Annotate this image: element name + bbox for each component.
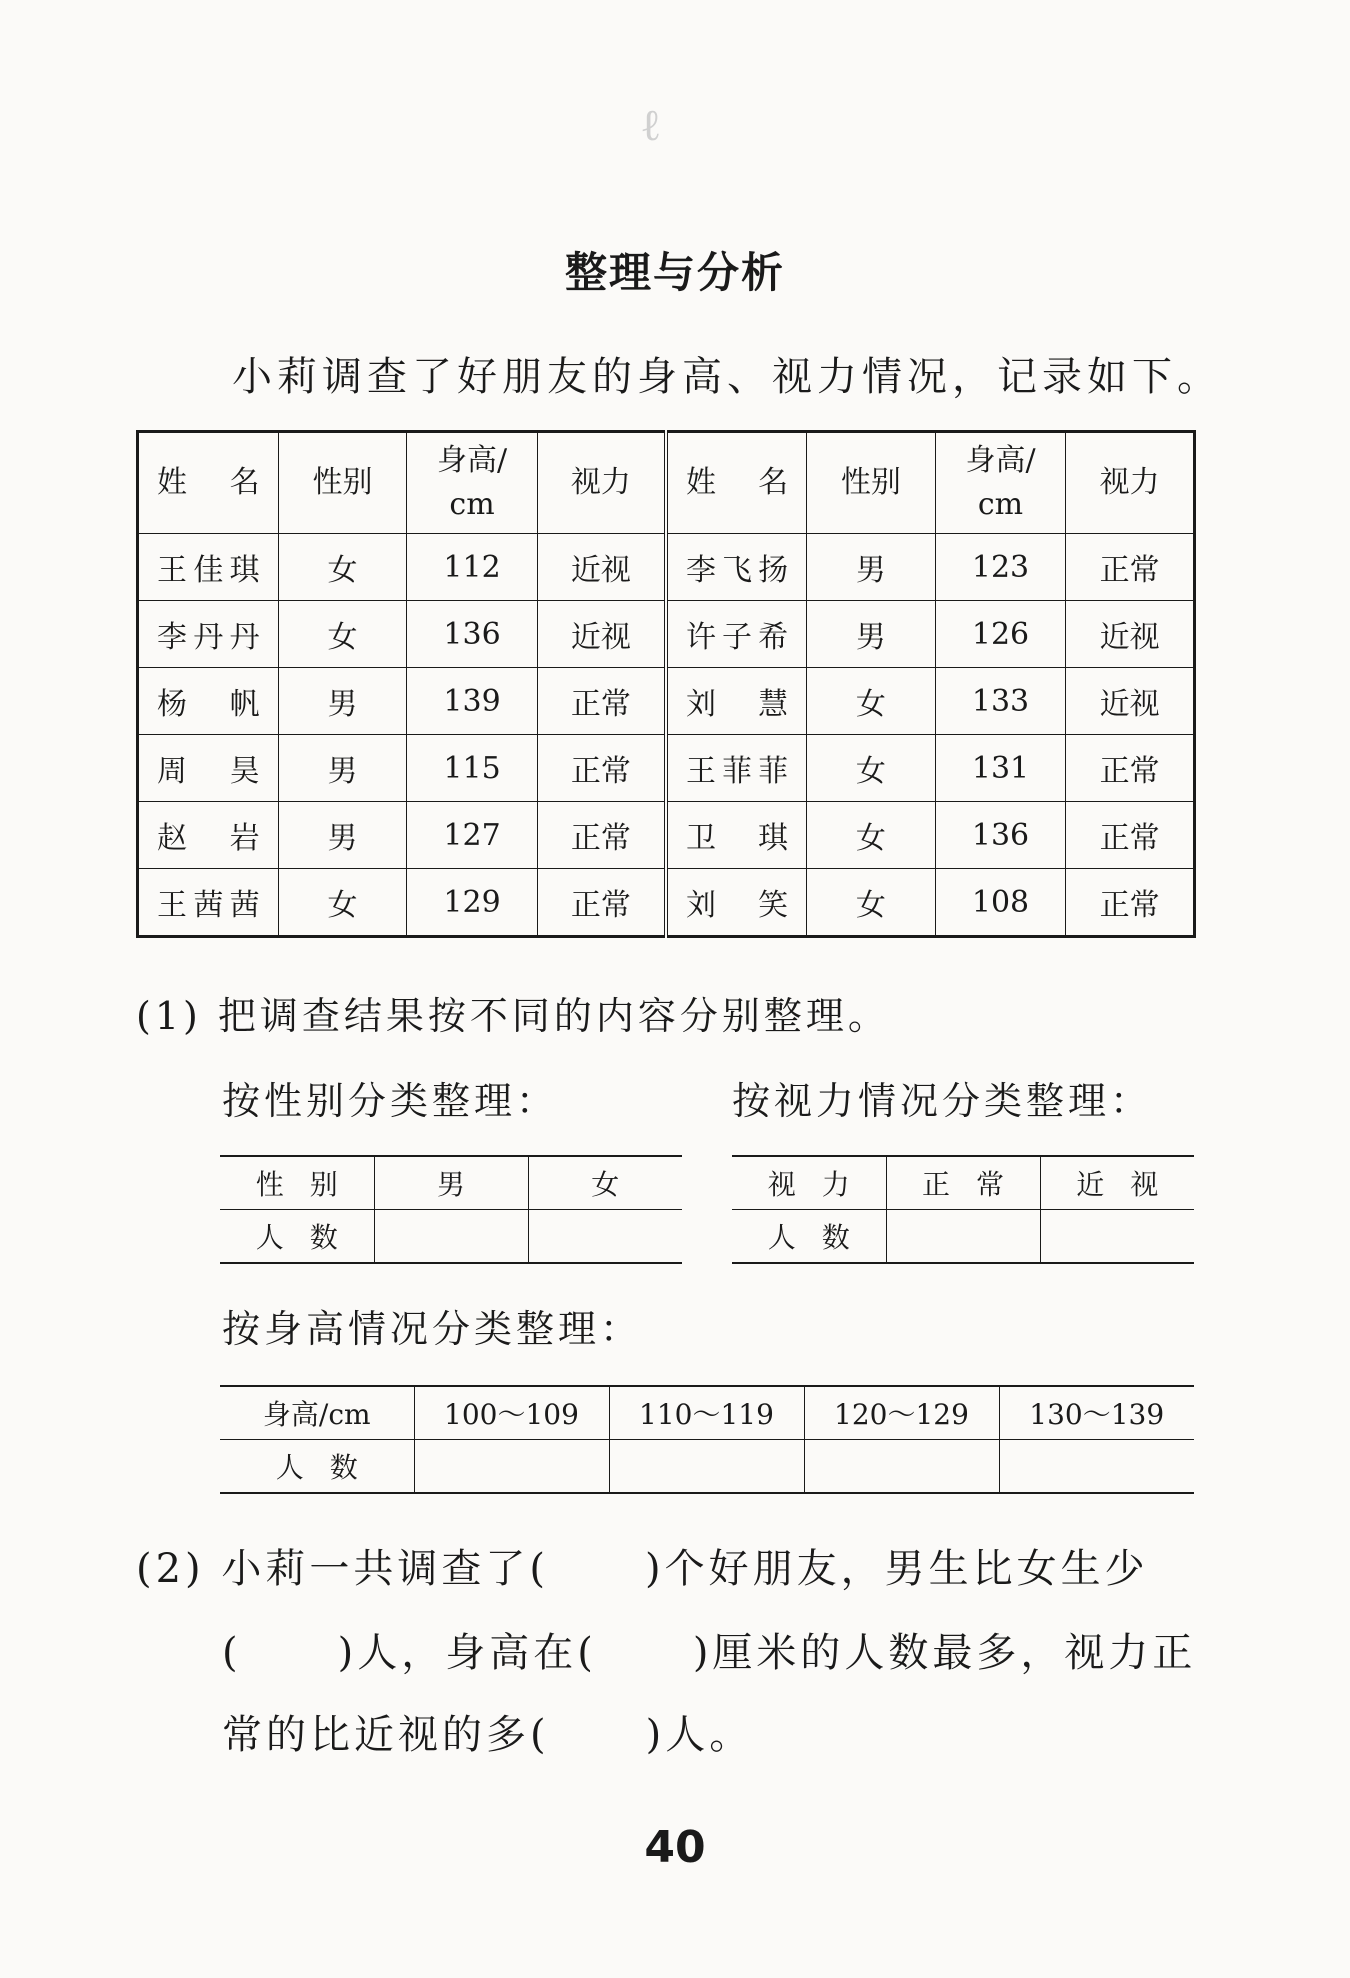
cell-vision: 近视: [537, 534, 666, 601]
cell-name: 李飞扬: [666, 534, 807, 601]
intro-text: 小莉调查了好朋友的身高、视力情况，记录如下。: [232, 354, 1222, 400]
cell-gender: 女: [807, 668, 936, 735]
cell-height: 136: [935, 802, 1066, 869]
table-row: [138, 534, 1195, 601]
cell-name: 杨帆: [138, 668, 279, 735]
cell-range-130-139: 130～139: [999, 1386, 1194, 1440]
cell-male: 男: [374, 1156, 528, 1210]
answer-count-130-139[interactable]: [999, 1440, 1194, 1494]
answer-normal-count[interactable]: [886, 1210, 1040, 1264]
cell-vision: 正常: [1066, 534, 1195, 601]
cell-vision: 正常: [1066, 869, 1195, 937]
cell-height: 131: [935, 735, 1066, 802]
cell-vision: 正常: [1066, 735, 1195, 802]
vision-section-label: 按视力情况分类整理：: [732, 1079, 1153, 1123]
cell-height-heading: 身高/cm: [262, 1398, 371, 1431]
survey-table: [136, 430, 1196, 938]
header-vision: 视力: [537, 432, 666, 534]
header-name: 姓名: [666, 432, 807, 534]
answer-count-100-109[interactable]: [414, 1440, 609, 1494]
cell-name: 王菲菲: [666, 735, 807, 802]
q2-text: )人。: [645, 1712, 754, 1758]
cell-gender: 女: [278, 601, 407, 668]
header-gender: 性别: [278, 432, 407, 534]
cell-gender: 女: [807, 735, 936, 802]
cell-range-100-109: 100～109: [414, 1386, 609, 1440]
answer-male-count[interactable]: [374, 1210, 528, 1264]
cell-female: 女: [528, 1156, 682, 1210]
cell-range-110-119: 110～119: [609, 1386, 804, 1440]
header-height-unit: cm: [449, 487, 495, 522]
header-name: 姓名: [138, 432, 279, 534]
header-vision: 视力: [1066, 432, 1195, 534]
cell-name: 赵岩: [138, 802, 279, 869]
cell-gender: 男: [807, 534, 936, 601]
gender-section-label: 按性别分类整理：: [222, 1079, 559, 1123]
cell-count-heading: 人数: [220, 1440, 414, 1494]
question-2-line-3: [222, 1694, 753, 1776]
table-row: [138, 735, 1195, 802]
gender-tally-table: [220, 1155, 682, 1264]
height-section-label: 按身高情况分类整理：: [222, 1307, 643, 1351]
cell-range-120-129: 120～129: [804, 1386, 999, 1440]
q2-text: (2) 小莉一共调查了(: [136, 1546, 549, 1592]
cell-gender: 女: [807, 869, 936, 937]
q2-text: (: [222, 1630, 242, 1676]
cell-gender: 男: [278, 668, 407, 735]
scan-mark-decoration: ℓ: [640, 100, 662, 151]
header-height: [407, 432, 538, 534]
cell-height: 139: [407, 668, 538, 735]
cell-gender: 男: [807, 601, 936, 668]
cell-vision: 正常: [537, 802, 666, 869]
cell-gender-heading: 性别: [255, 1168, 364, 1201]
cell-name: 卫琪: [666, 802, 807, 869]
q2-text: )人，身高在(: [337, 1630, 597, 1676]
q2-text: 常的比近视的多(: [222, 1712, 550, 1758]
header-height-unit: cm: [977, 487, 1024, 522]
cell-height: 112: [407, 534, 538, 601]
cell-gender: 女: [807, 802, 936, 869]
cell-gender: 女: [278, 869, 407, 937]
cell-height: 129: [407, 869, 538, 937]
cell-gender: 男: [278, 802, 407, 869]
answer-myopia-count[interactable]: [1040, 1210, 1194, 1264]
q2-text: )个好朋友，男生比女生少: [644, 1546, 1149, 1592]
table-row: [138, 668, 1195, 735]
table-row: [138, 869, 1195, 937]
table-row: [220, 1210, 682, 1264]
cell-vision: 正常: [1066, 802, 1195, 869]
cell-vision: 近视: [1066, 601, 1195, 668]
question-2-line-1: [136, 1528, 1149, 1610]
page-number: 40: [644, 1822, 706, 1873]
survey-table-header: [138, 432, 1195, 534]
cell-name: 许子希: [666, 601, 807, 668]
cell-vision: 正常: [537, 668, 666, 735]
cell-vision: 近视: [1066, 668, 1195, 735]
table-row: [732, 1156, 1194, 1210]
cell-vision: 正常: [537, 735, 666, 802]
answer-count-120-129[interactable]: [804, 1440, 999, 1494]
table-row: [732, 1210, 1194, 1264]
table-row: [220, 1440, 1194, 1494]
cell-name: 王茜茜: [138, 869, 279, 937]
cell-gender: 男: [278, 735, 407, 802]
height-tally-table: [220, 1385, 1194, 1494]
cell-name: 刘笑: [666, 869, 807, 937]
cell-vision: 正常: [537, 869, 666, 937]
table-row: [138, 601, 1195, 668]
cell-myopia: 近视: [1040, 1156, 1194, 1210]
cell-vision-heading: 视力: [767, 1168, 876, 1201]
header-height: [935, 432, 1066, 534]
answer-count-110-119[interactable]: [609, 1440, 804, 1494]
table-row: [220, 1386, 1194, 1440]
cell-height: 127: [407, 802, 538, 869]
cell-height: 136: [407, 601, 538, 668]
answer-female-count[interactable]: [528, 1210, 682, 1264]
cell-height: 133: [935, 668, 1066, 735]
header-height-label: 身高/: [965, 443, 1036, 478]
cell-height: 108: [935, 869, 1066, 937]
q2-text: )厘米的人数最多，视力正: [692, 1630, 1197, 1676]
cell-count-heading: 人数: [732, 1210, 886, 1264]
table-row: [138, 802, 1195, 869]
cell-name: 刘慧: [666, 668, 807, 735]
cell-count-heading: 人数: [220, 1210, 374, 1264]
cell-gender: 女: [278, 534, 407, 601]
page-title: 整理与分析: [564, 248, 785, 297]
header-gender: 性别: [807, 432, 936, 534]
cell-height: 126: [935, 601, 1066, 668]
question-1-text: (1) 把调查结果按不同的内容分别整理。: [136, 994, 890, 1038]
cell-name: 李丹丹: [138, 601, 279, 668]
header-height-label: 身高/: [437, 443, 508, 478]
cell-height: 123: [935, 534, 1066, 601]
cell-normal: 正常: [886, 1156, 1040, 1210]
cell-height: 115: [407, 735, 538, 802]
vision-tally-table: [732, 1155, 1194, 1264]
cell-name: 王佳琪: [138, 534, 279, 601]
table-row: [220, 1156, 682, 1210]
cell-name: 周昊: [138, 735, 279, 802]
question-2-line-2: [222, 1612, 1196, 1694]
cell-vision: 近视: [537, 601, 666, 668]
